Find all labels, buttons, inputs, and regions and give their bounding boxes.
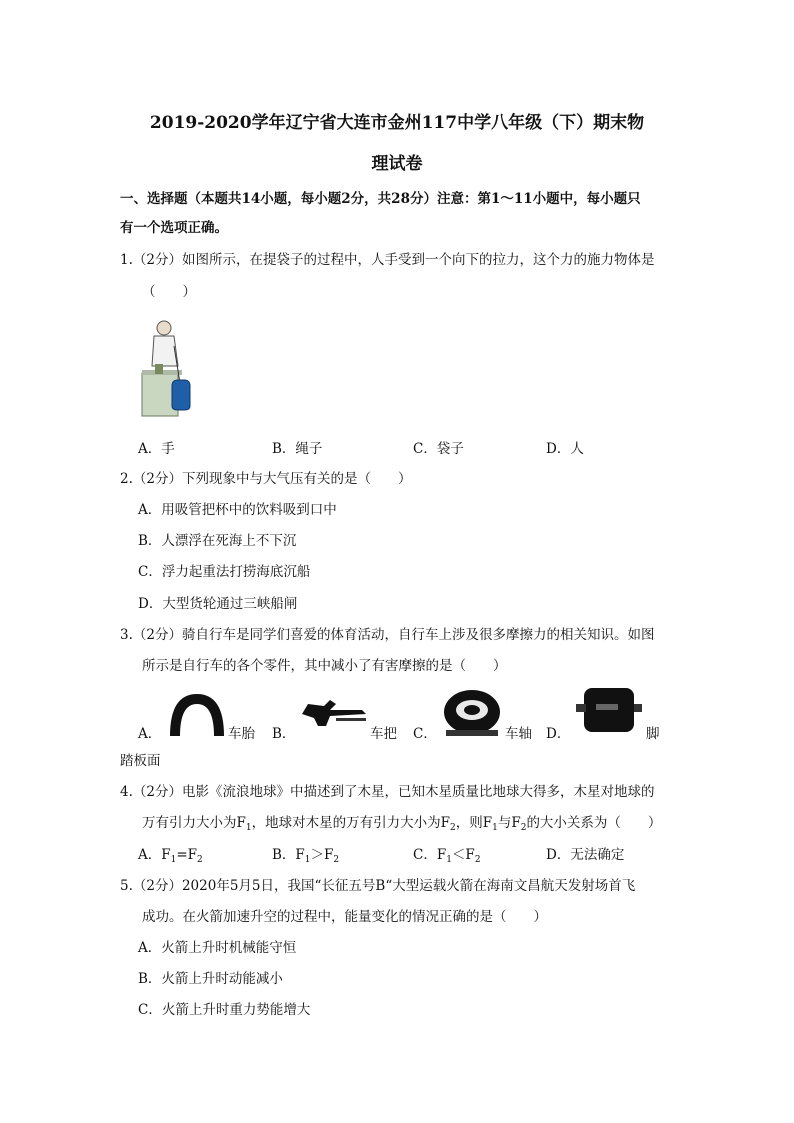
q5-option-b: B．火箭上升时动能减小	[138, 971, 283, 987]
section-heading: 一、选择题（本题共14小题，每小题2分，共28分）注意：第1～11小题中，每小题只	[120, 191, 641, 207]
bike-axle-image	[440, 686, 504, 740]
section-heading-cont: 有一个选项正确。	[120, 220, 228, 236]
q1-option-c: C．袋子	[413, 441, 464, 457]
q4-option-c: C．$F_1<F_2$	[413, 847, 481, 865]
q2-option-c: C．浮力起重法打捞海底沉船	[138, 564, 311, 580]
q2-option-a: A．用吸管把杯中的饮料吸到口中	[138, 502, 337, 518]
q5-option-a: A．火箭上升时机械能守恒	[138, 940, 297, 956]
person-lifting-bag-figure	[140, 318, 195, 418]
q1-option-d: D．人	[546, 441, 584, 457]
q3-option-c-letter: C．	[413, 726, 437, 742]
q2-option-b: B．人漂浮在死海上不下沉	[138, 533, 297, 549]
q4-option-b: B．$F_1>F_2$	[272, 847, 340, 865]
question-1: 1.（2分）如图所示，在提袋子的过程中，人手受到一个向下的拉力，这个力的施力物体是	[120, 252, 655, 268]
question-3-cont: 所示是自行车的各个零件，其中减小了有害摩擦的是（ ）	[142, 658, 507, 674]
q4-option-d: D．无法确定	[546, 847, 625, 863]
q1-option-a: A．手	[138, 441, 175, 457]
question-4: 4.（2分）电影《流浪地球》中描述到了木星，已知木星质量比地球大得多，木星对地球的	[120, 784, 655, 800]
question-5-cont: 成功。在火箭加速升空的过程中，能量变化的情况正确的是（ ）	[142, 909, 547, 925]
q3-option-d-letter: D．	[546, 726, 571, 742]
question-4-cont: 万有引力大小为$F_1$，地球对木星的万有引力大小为$F_2$，则$F_1$与$F_2$的大小关系为（ ）	[142, 815, 662, 833]
bike-handlebar-image	[300, 696, 370, 736]
question-5: 5.（2分）2020年5月5日，我国“长征五号B“大型运载火箭在海南文昌航天发射场首飞	[120, 878, 636, 894]
q3-option-b-text: 车把	[370, 726, 397, 742]
page-title: 2019-2020学年辽宁省大连市金州117中学八年级（下）期末物	[149, 113, 645, 133]
q1-option-b: B．绳子	[272, 441, 323, 457]
q5-option-c: C．火箭上升时重力势能增大	[138, 1002, 311, 1018]
q3-option-b-letter: B．	[272, 726, 296, 742]
bike-tire-image	[166, 690, 228, 738]
q3-option-d-wrap: 踏板面	[120, 753, 161, 769]
q3-option-d-text: 脚	[646, 726, 660, 742]
question-2: 2.（2分）下列现象中与大气压有关的是（ ）	[120, 471, 412, 487]
q3-option-c-text: 车轴	[505, 726, 532, 742]
q3-option-a-text: 车胎	[228, 726, 255, 742]
page-title-cont: 理试卷	[371, 154, 423, 174]
question-1-cont: （ ）	[142, 284, 196, 300]
q4-option-a: A．$F_1=F_2$	[138, 847, 203, 865]
q2-option-d: D．大型货轮通过三峡船闸	[138, 596, 298, 612]
bike-pedal-image	[574, 684, 644, 736]
q3-option-a-letter: A．	[138, 726, 162, 742]
question-3: 3.（2分）骑自行车是同学们喜爱的体育活动，自行车上涉及很多摩擦力的相关知识。如图	[120, 627, 655, 643]
